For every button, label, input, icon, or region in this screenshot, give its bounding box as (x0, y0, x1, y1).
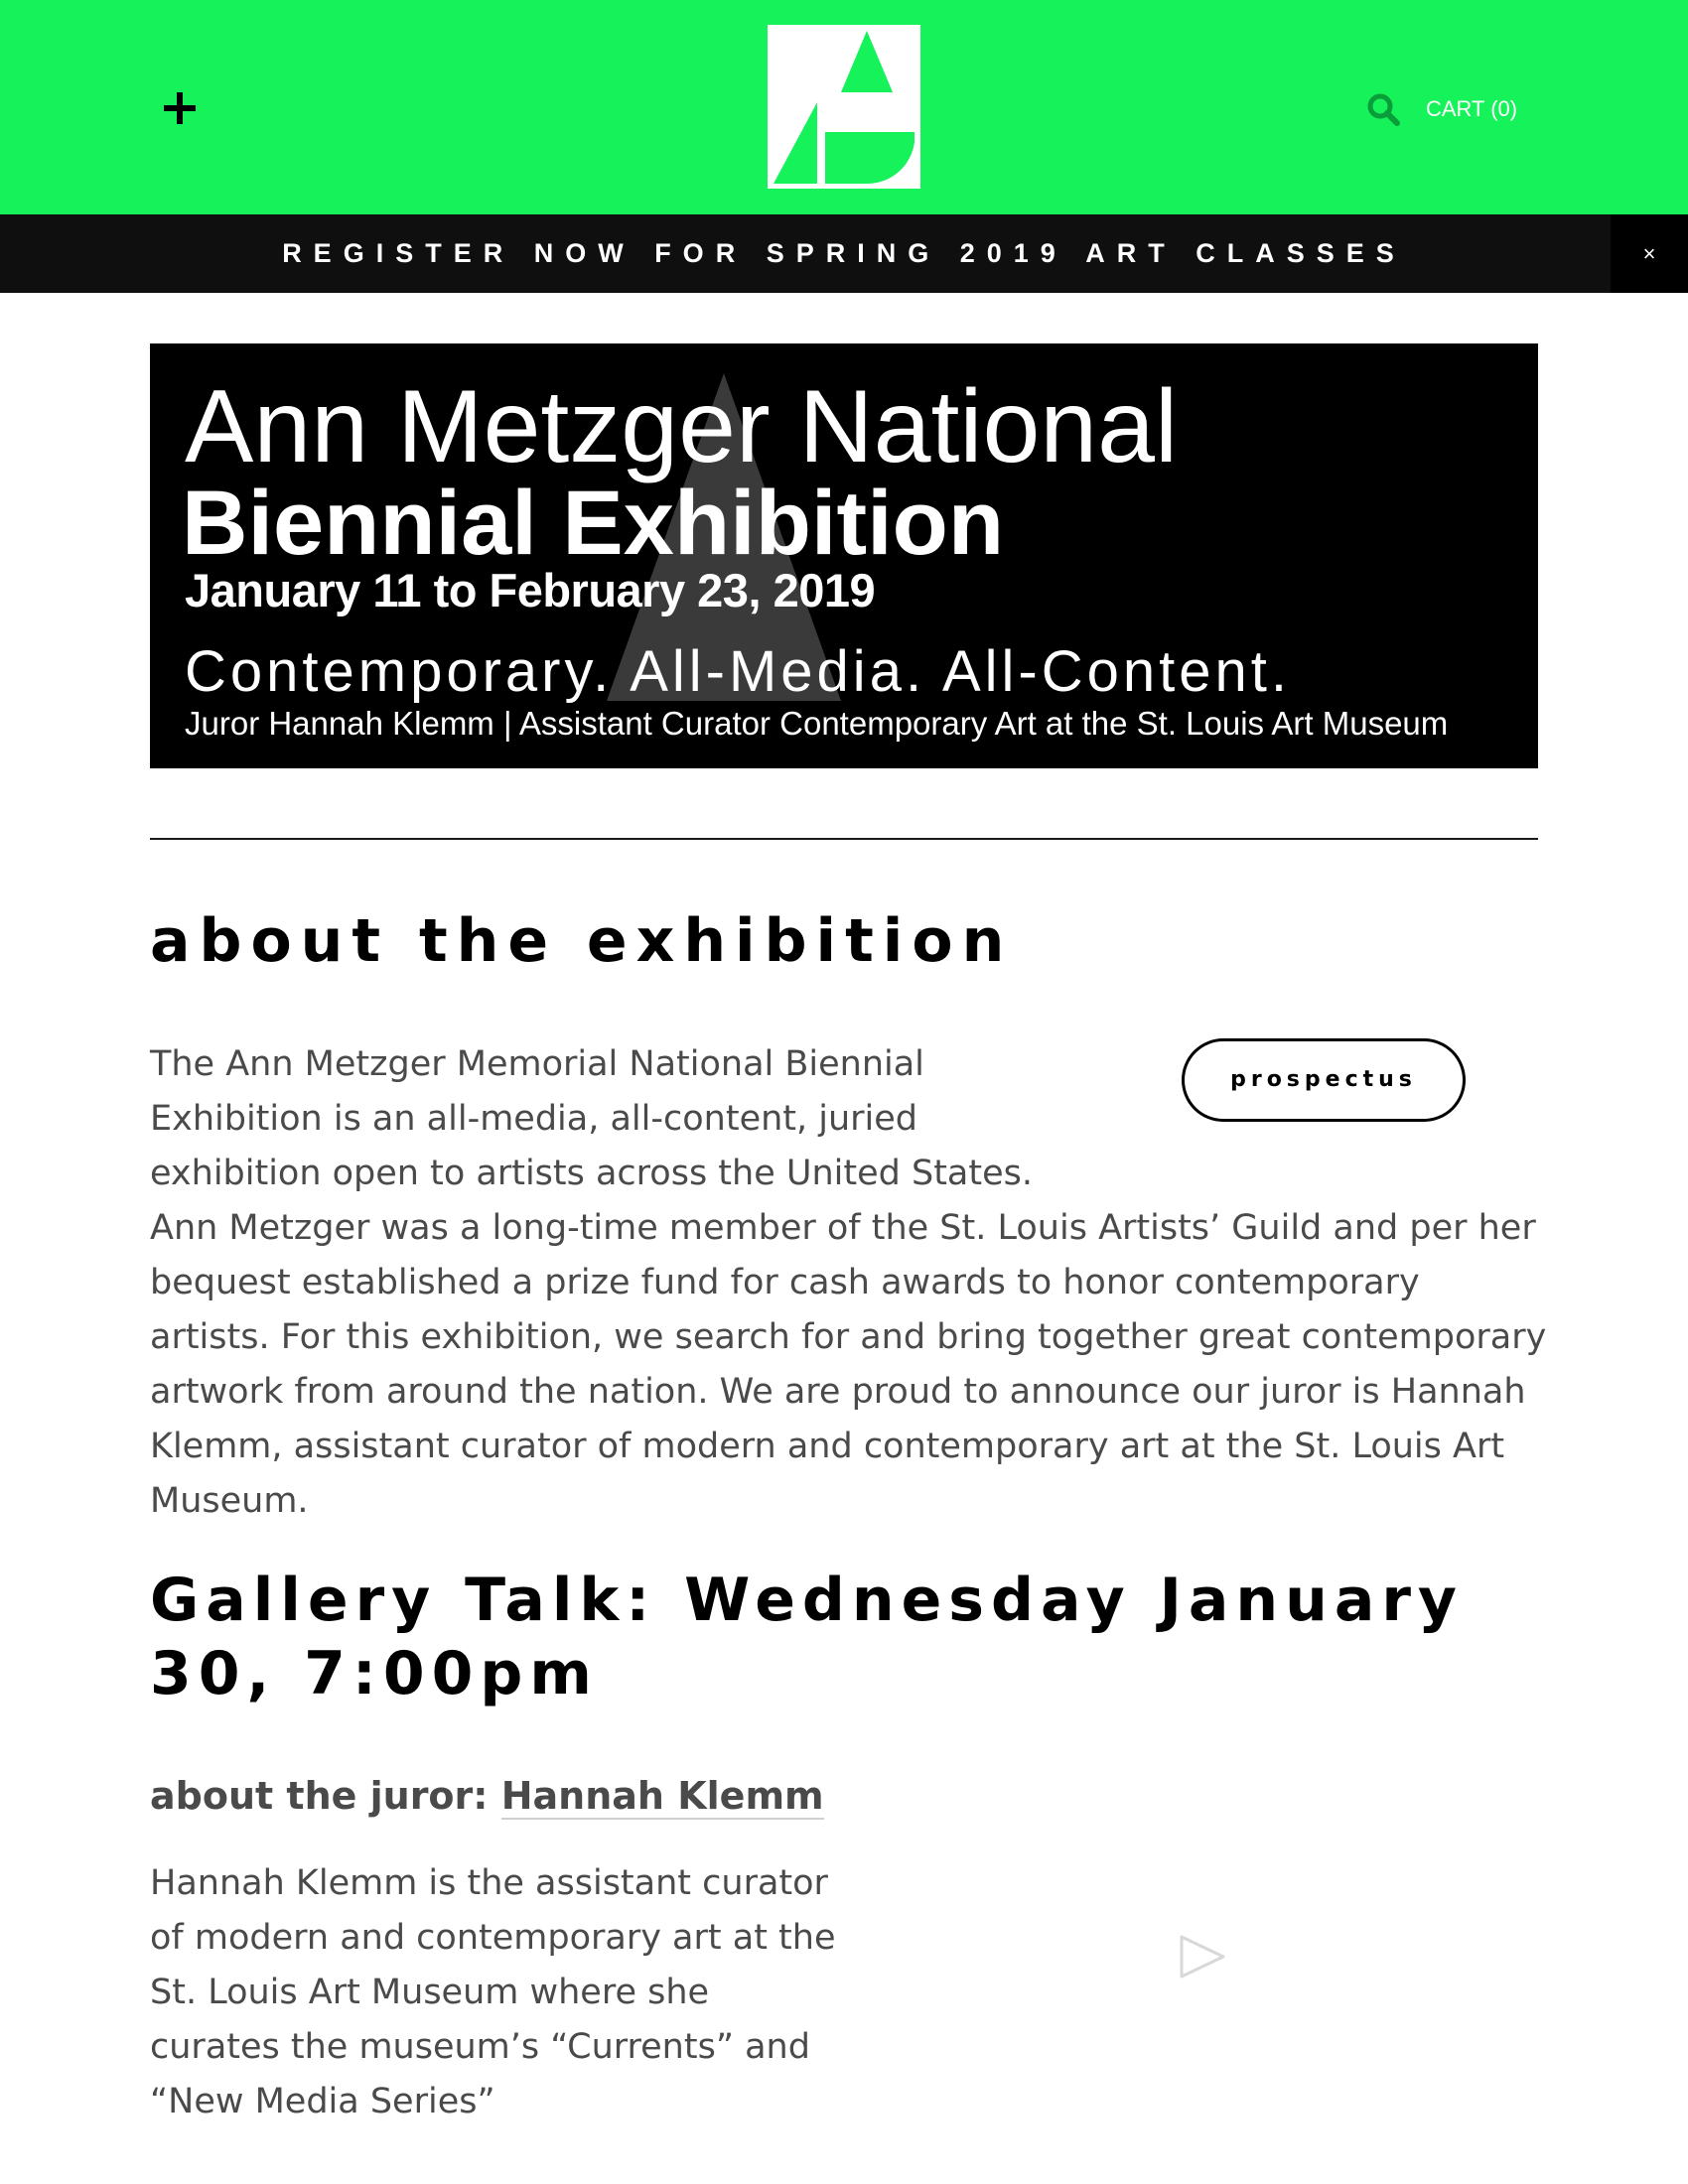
plus-icon[interactable] (162, 90, 198, 126)
play-icon[interactable] (1178, 1934, 1227, 1979)
banner-title-line1: Ann Metzger National (185, 369, 1179, 484)
banner-juror-line: Juror Hannah Klemm | Assistant Curator Contemporary Art at the St. Louis Art Museum (185, 705, 1449, 742)
announcement-bar (0, 214, 1688, 293)
banner-tagline: Contemporary. All-Media. All-Content. (185, 639, 1292, 704)
prospectus-button[interactable]: prospectus (1182, 1038, 1466, 1122)
announcement-link[interactable]: REGISTER NOW FOR SPRING 2019 ART CLASSES (282, 238, 1406, 268)
section-divider (150, 838, 1538, 840)
juror-name-link[interactable]: Hannah Klemm (500, 1774, 824, 1818)
juror-bio: Hannah Klemm is the assistant curator of modern and contemporary art at the St. Louis Art Museum where she curates the museum’s “Currents” and “New Media Series” (150, 1863, 836, 2121)
banner-title-line2: Biennial Exhibition (182, 473, 1005, 574)
juror-heading-prefix: about the juror: (150, 1774, 501, 1818)
gallery-talk-heading: Gallery Talk: Wednesday January 30, 7:00pm (150, 1566, 1465, 1708)
search-icon[interactable] (1365, 91, 1401, 127)
about-body: Ann Metzger was a long-time member of the St. Louis Artists’ Guild and per her bequest established a prize fund for cash awards to honor contemporary artists. For this exhibition, we search for and bring together great contemporary artwork from around the nation. We are proud to announce our juror is Hannah Klemm, assistant curator of modern and contemporary art at the St. Louis Art Museum. (150, 1208, 1547, 1521)
site-header (0, 0, 1688, 214)
close-icon[interactable]: × (1611, 214, 1688, 293)
cart-link[interactable]: CART (0) (1426, 96, 1518, 121)
about-heading: about the exhibition (150, 906, 1014, 976)
guild-logo[interactable] (768, 25, 920, 189)
about-intro: The Ann Metzger Memorial National Biennial Exhibition is an all-media, all-content, juried exhibition open to artists across the United States. (150, 1044, 1033, 1193)
juror-heading (150, 1770, 824, 1822)
exhibition-banner (150, 343, 1538, 768)
banner-dates: January 11 to February 23, 2019 (185, 564, 876, 616)
